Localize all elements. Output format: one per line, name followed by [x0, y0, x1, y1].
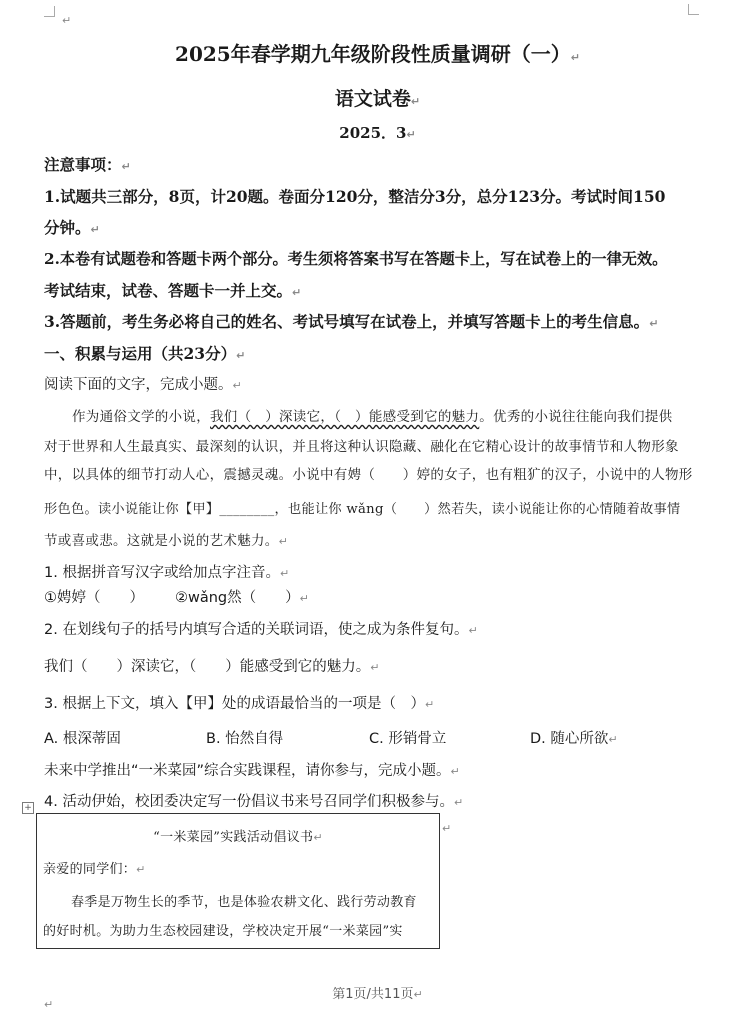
- underlined-sentence: 我们（ ）深读它，（ ）能感受到它的魅力: [210, 409, 480, 425]
- notice-item-1-cont: 分钟。↵: [44, 218, 100, 237]
- practice-intro: 未来中学推出“一米菜园”综合实践课程，请你参与，完成小题。↵: [44, 763, 460, 779]
- option-c: C. 形销骨立: [369, 731, 447, 747]
- question-1-item-a: ①娉婷（ ）: [44, 590, 144, 606]
- proposal-letter-box: [36, 813, 440, 949]
- letter-salutation: 亲爱的同学们：↵: [43, 862, 146, 877]
- question-4: 4. 活动伊始，校团委决定写一份倡议书来号召同学们积极参与。↵: [44, 794, 464, 810]
- notice-item-3: 3.答题前，考生务必将自己的姓名、考试号填写在试卷上，并填写答题卡上的考生信息。↵: [44, 312, 659, 331]
- passage-line-5: 节或喜或悲。这就是小说的艺术魅力。↵: [44, 533, 289, 549]
- question-1: 1. 根据拼音写汉字或给加点字注音。↵: [44, 565, 290, 581]
- paragraph-mark: ↵: [62, 14, 72, 27]
- question-3: 3. 根据上下文，填入【甲】处的成语最恰当的一项是（ ）↵: [44, 696, 435, 712]
- passage-line-1: 作为通俗文学的小说，我们（ ）深读它，（ ）能感受到它的魅力。优秀的小说往往能向我们提供: [72, 409, 673, 425]
- exam-date: 2025．3↵: [339, 124, 416, 142]
- passage-line-2: 对于世界和人生最真实、最深刻的认识，并且将这种认识隐藏、融化在它精心设计的故事情节和人物形象: [44, 439, 679, 455]
- page-number: 第1页/共11页↵: [332, 987, 423, 1002]
- notice-heading: 注意事项：↵: [44, 155, 131, 174]
- notice-item-1: 1.试题共三部分，8页，计20题。卷面分120分，整洁分3分，总分123分。考试时间150: [44, 187, 666, 206]
- exam-title: 2025年春学期九年级阶段性质量调研（一）↵: [175, 42, 580, 66]
- table-end-mark: ↵: [442, 822, 452, 835]
- reading-instruction: 阅读下面的文字，完成小题。↵: [44, 377, 242, 393]
- crop-mark-top-right: [688, 4, 699, 15]
- option-d: D. 随心所欲↵: [530, 731, 618, 747]
- exam-subject: 语文试卷↵: [334, 88, 421, 110]
- passage-line-4: 形色色。读小说能让你【甲】________，也能让你 wǎng（ ）然若失，读小说能让你的心情随着故事情: [44, 502, 681, 517]
- letter-line-1: 春季是万物生长的季节，也是体验农耕文化、践行劳动教育: [71, 895, 417, 910]
- question-2-sentence: 我们（ ）深读它，（ ）能感受到它的魅力。↵: [44, 659, 380, 675]
- notice-item-2-cont: 考试结束，试卷、答题卡一并上交。↵: [44, 281, 302, 300]
- passage-line-3: 中，以具体的细节打动人心，震撼灵魂。小说中有娉（ ）婷的女子，也有粗犷的汉子，小说中的人物形: [44, 467, 693, 483]
- notice-item-2: 2.本卷有试题卷和答题卡两个部分。考生须将答案书写在答题卡上，写在试卷上的一律无效。: [44, 250, 668, 268]
- question-1-item-b: ②wǎng然（ ）↵: [175, 590, 309, 606]
- section-heading: 一、积累与运用（共23分）↵: [44, 344, 246, 363]
- letter-line-2: 的好时机。为助力生态校园建设，学校决定开展“一米菜园”实: [43, 924, 403, 939]
- table-move-handle-icon[interactable]: +: [22, 802, 34, 814]
- paragraph-mark-bottom: ↵: [44, 998, 54, 1011]
- option-a: A. 根深蒂固: [44, 731, 121, 747]
- crop-mark-top-left: [44, 6, 55, 17]
- letter-title: “一米菜园”实践活动倡议书↵: [153, 830, 323, 845]
- question-2: 2. 在划线句子的括号内填写合适的关联词语，使之成为条件复句。↵: [44, 622, 478, 638]
- option-b: B. 怡然自得: [206, 731, 284, 747]
